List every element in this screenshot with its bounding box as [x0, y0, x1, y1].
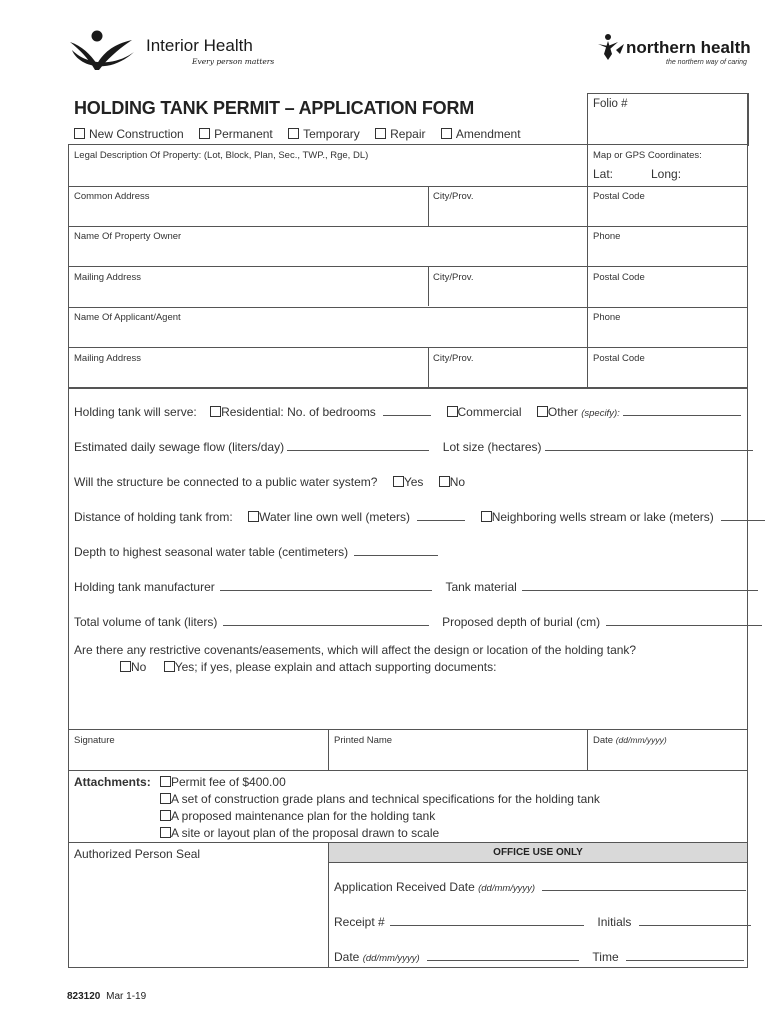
mailing-address-label-1: Mailing Address: [74, 272, 142, 283]
manufacturer-row: Holding tank manufacturer Tank material: [74, 580, 758, 594]
water-line-input[interactable]: [417, 510, 465, 521]
printed-name-label: Printed Name: [334, 735, 393, 746]
postal-code-label-1: Postal Code: [593, 191, 645, 202]
bedrooms-input[interactable]: [383, 405, 431, 416]
other-specify-input[interactable]: [623, 405, 741, 416]
water-no-checkbox[interactable]: [439, 476, 450, 487]
northern-health-star-icon: [596, 32, 626, 62]
other-checkbox[interactable]: [537, 406, 548, 417]
long-label[interactable]: Long:: [651, 167, 682, 181]
repair-option[interactable]: Repair: [375, 127, 425, 141]
attachment-checkbox-2[interactable]: [160, 793, 171, 804]
depth-input[interactable]: [354, 545, 438, 556]
water-line-checkbox[interactable]: [248, 511, 259, 522]
covenants-no-checkbox[interactable]: [120, 661, 131, 672]
permanent-option[interactable]: Permanent: [199, 127, 273, 141]
attachment-item: Permit fee of $400.00: [160, 775, 286, 789]
temporary-option[interactable]: Temporary: [288, 127, 360, 141]
distance-row: Distance of holding tank from: Water line own well (meters) Neighboring wells stream or lake (meters): [74, 510, 765, 524]
map-coordinates-label: Map or GPS Coordinates:: [593, 150, 702, 161]
northern-health-name: northern health: [626, 38, 751, 57]
city-prov-label-1: City/Prov.: [433, 191, 474, 202]
covenants-options: No Yes; if yes, please explain and attach supporting documents:: [120, 660, 496, 674]
attachment-checkbox-4[interactable]: [160, 827, 171, 838]
city-prov-label-2: City/Prov.: [433, 272, 474, 283]
received-date-row: Application Received Date (dd/mm/yyyy): [334, 880, 746, 894]
material-input[interactable]: [522, 580, 758, 591]
permanent-checkbox[interactable]: [199, 128, 210, 139]
amendment-option[interactable]: Amendment: [441, 127, 521, 141]
attachment-item: A site or layout plan of the proposal drawn to scale: [160, 826, 439, 840]
common-address-label: Common Address: [74, 191, 150, 202]
water-system-row: Will the structure be connected to a public water system? Yes No: [74, 475, 466, 489]
interior-health-tagline: Every person matters: [192, 57, 275, 66]
attachments-label: Attachments:: [74, 775, 151, 789]
neighboring-checkbox[interactable]: [481, 511, 492, 522]
covenants-question: Are there any restrictive covenants/easements, which will affect the design or location of the holding tank?: [74, 643, 637, 657]
northern-health-logo: [596, 32, 751, 72]
burial-input[interactable]: [606, 615, 762, 626]
receipt-row: Receipt # Initials: [334, 915, 751, 929]
form-code: 823120 Mar 1-19: [67, 991, 147, 1002]
attachment-checkbox-3[interactable]: [160, 810, 171, 821]
new-construction-option[interactable]: New Construction: [74, 127, 184, 141]
depth-row: Depth to highest seasonal water table (centimeters): [74, 545, 438, 559]
time-input[interactable]: [626, 950, 744, 961]
northern-health-tagline: the northern way of caring: [666, 59, 747, 66]
folio-label: Folio #: [593, 98, 628, 110]
property-owner-label: Name Of Property Owner: [74, 231, 182, 242]
residential-checkbox[interactable]: [210, 406, 221, 417]
authorized-seal-label: Authorized Person Seal: [74, 847, 201, 861]
office-date-row: Date (dd/mm/yyyy) Time: [334, 950, 744, 964]
initials-input[interactable]: [639, 915, 751, 926]
neighboring-input[interactable]: [721, 510, 765, 521]
signature-label: Signature: [74, 735, 115, 746]
received-date-input[interactable]: [542, 880, 746, 891]
form-title: HOLDING TANK PERMIT – APPLICATION FORM: [74, 98, 475, 118]
lat-label[interactable]: Lat:: [593, 167, 614, 181]
phone-label-2: Phone: [593, 312, 621, 323]
attachment-item: A proposed maintenance plan for the holding tank: [160, 809, 435, 823]
covenants-yes-checkbox[interactable]: [164, 661, 175, 672]
legal-description-label: Legal Description Of Property: (Lot, Block, Plan, Sec., TWP., Rge, DL): [74, 150, 369, 161]
lot-size-input[interactable]: [545, 440, 753, 451]
volume-input[interactable]: [223, 615, 429, 626]
attachment-item: A set of construction grade plans and technical specifications for the holding tank: [160, 792, 600, 806]
new-construction-checkbox[interactable]: [74, 128, 85, 139]
applicant-label: Name Of Applicant/Agent: [74, 312, 181, 323]
sewage-row: Estimated daily sewage flow (liters/day) Lot size (hectares): [74, 440, 753, 454]
postal-code-label-2: Postal Code: [593, 272, 645, 283]
signature-date-label: Date (dd/mm/yyyy): [593, 735, 667, 746]
water-yes-checkbox[interactable]: [393, 476, 404, 487]
manufacturer-input[interactable]: [220, 580, 432, 591]
permit-type-options: [74, 127, 521, 141]
sewage-flow-input[interactable]: [287, 440, 429, 451]
office-use-header: OFFICE USE ONLY: [329, 843, 747, 863]
interior-health-name: Interior Health: [146, 36, 253, 55]
interior-health-figure-icon: [68, 28, 140, 74]
mailing-address-label-2: Mailing Address: [74, 353, 142, 364]
commercial-checkbox[interactable]: [447, 406, 458, 417]
receipt-input[interactable]: [390, 915, 584, 926]
repair-checkbox[interactable]: [375, 128, 386, 139]
city-prov-label-3: City/Prov.: [433, 353, 474, 364]
serve-row: Holding tank will serve: Residential: No. of bedrooms Commercial Other (specify):: [74, 405, 741, 419]
interior-health-logo: [68, 28, 275, 74]
attachment-checkbox-1[interactable]: [160, 776, 171, 787]
postal-code-label-3: Postal Code: [593, 353, 645, 364]
phone-label-1: Phone: [593, 231, 621, 242]
volume-row: Total volume of tank (liters) Proposed depth of burial (cm): [74, 615, 762, 629]
office-date-input[interactable]: [427, 950, 579, 961]
amendment-checkbox[interactable]: [441, 128, 452, 139]
temporary-checkbox[interactable]: [288, 128, 299, 139]
